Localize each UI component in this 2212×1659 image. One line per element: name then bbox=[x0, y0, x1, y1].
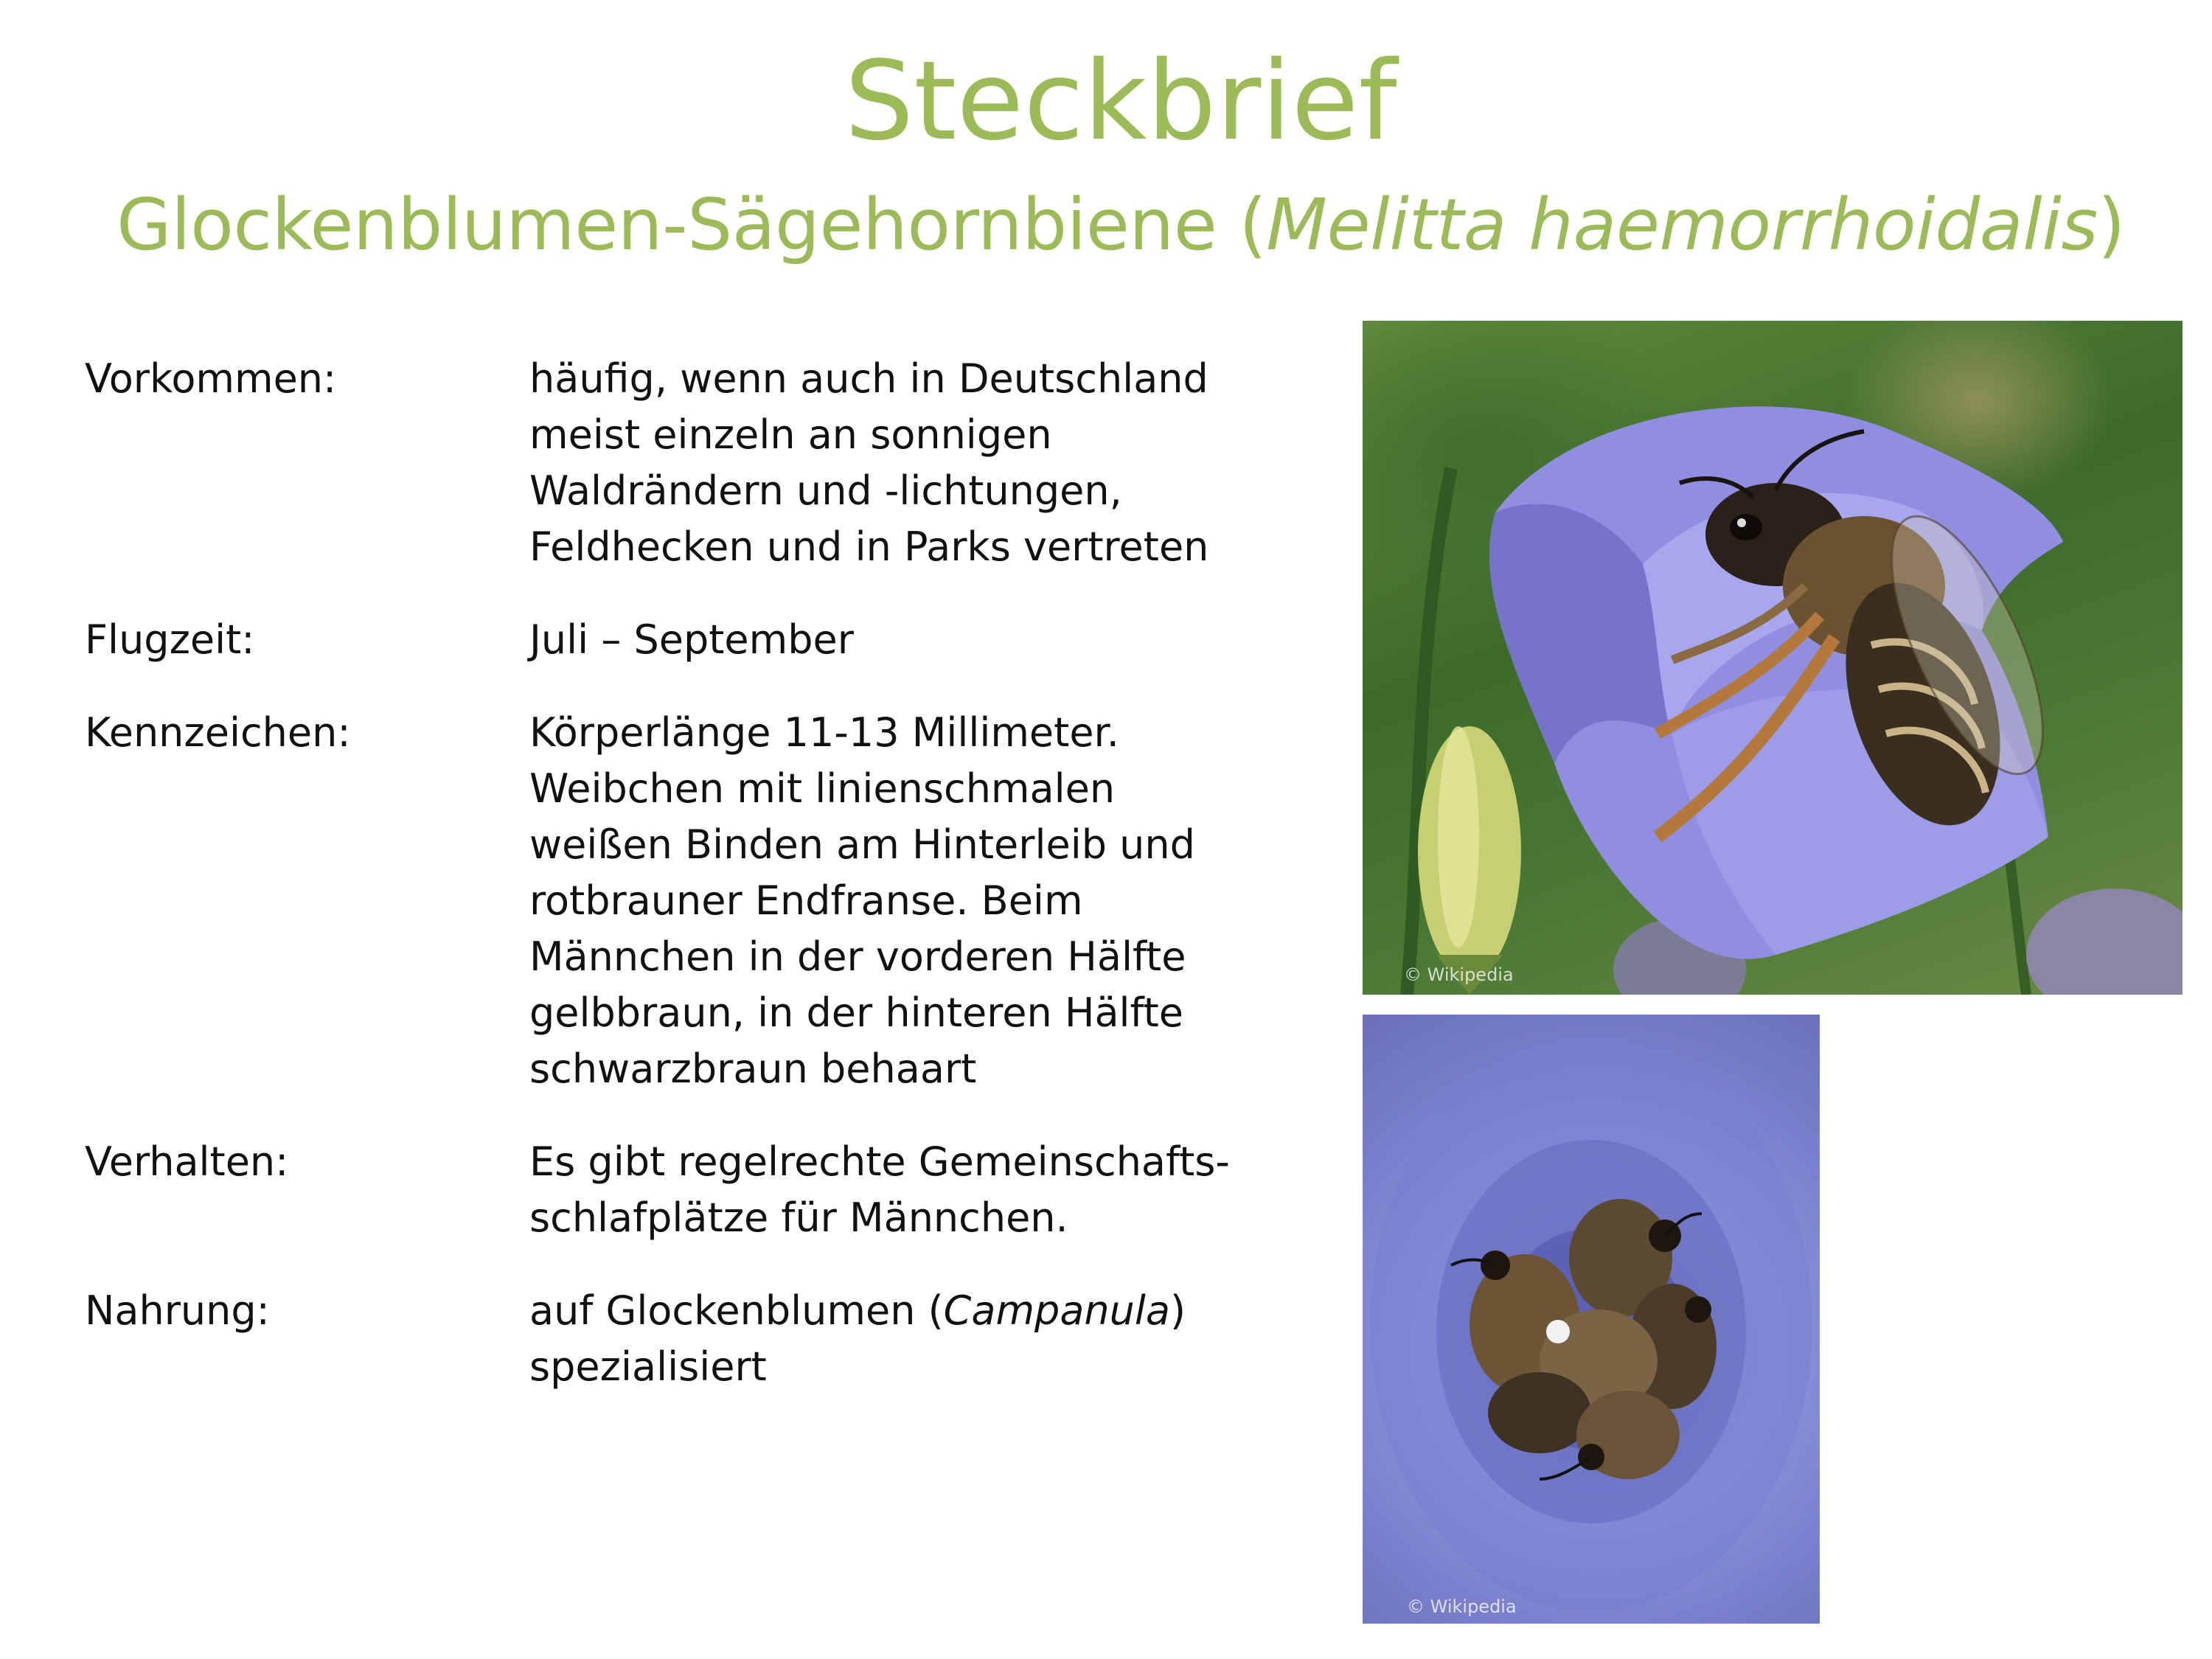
fact-value: Es gibt regelrechte Gemeinschafts-schlafplätze für Männchen. bbox=[529, 1138, 1230, 1241]
subtitle-common-name: Glockenblumen-Sägehornbiene ( bbox=[116, 184, 1267, 266]
bees-sleeping-illustration bbox=[1363, 1015, 1820, 1624]
fact-sheet bbox=[85, 351, 1279, 1432]
slide-title: Steckbrief bbox=[844, 38, 1397, 164]
subtitle-latin-name: Melitta haemorrhoidalis bbox=[1266, 184, 2098, 266]
fact-value bbox=[529, 1283, 1267, 1395]
fact-row-vorkommen bbox=[85, 351, 1279, 575]
subtitle-close-paren: ) bbox=[2097, 184, 2125, 266]
photo-credit: © Wikipedia bbox=[1404, 964, 1514, 985]
fact-row-flugzeit bbox=[85, 612, 1279, 668]
bees-sleeping-in-bellflower-photo bbox=[1363, 1015, 1820, 1624]
fact-value: Juli – September bbox=[529, 616, 854, 663]
bee-on-bellflower-illustration bbox=[1363, 321, 2183, 995]
fact-label: Vorkommen: bbox=[85, 355, 337, 402]
nahrung-text-post: ) spezialisiert bbox=[529, 1287, 1186, 1390]
bee-on-bellflower-photo bbox=[1363, 321, 2183, 995]
fact-label: Flugzeit: bbox=[85, 616, 255, 663]
fact-label: Kennzeichen: bbox=[85, 709, 351, 756]
fact-row-nahrung bbox=[85, 1283, 1279, 1395]
nahrung-latin: Campanula bbox=[943, 1287, 1170, 1334]
fact-value: Körperlänge 11-13 Millimeter. Weibchen mit linienschmalen weißen Binden am Hinterleib und rotbrauner Endfranse. Beim Männchen in der vorderen Hälfte gelbbraun, in der hinteren Hälfte schwarzbraun behaart bbox=[529, 709, 1195, 1092]
fact-row-kennzeichen bbox=[85, 705, 1279, 1097]
fact-label: Verhalten: bbox=[85, 1138, 289, 1185]
photo-credit: © Wikipedia bbox=[1407, 1596, 1517, 1617]
fact-label: Nahrung: bbox=[85, 1287, 270, 1334]
slide-subtitle bbox=[0, 177, 2212, 273]
fact-value: häufig, wenn auch in Deutschland meist einzeln an sonnigen Waldrändern und -lichtungen, Feldhecken und in Parks vertreten bbox=[529, 355, 1209, 570]
fact-row-verhalten bbox=[85, 1134, 1279, 1246]
nahrung-text-pre: auf Glockenblumen ( bbox=[529, 1287, 944, 1334]
